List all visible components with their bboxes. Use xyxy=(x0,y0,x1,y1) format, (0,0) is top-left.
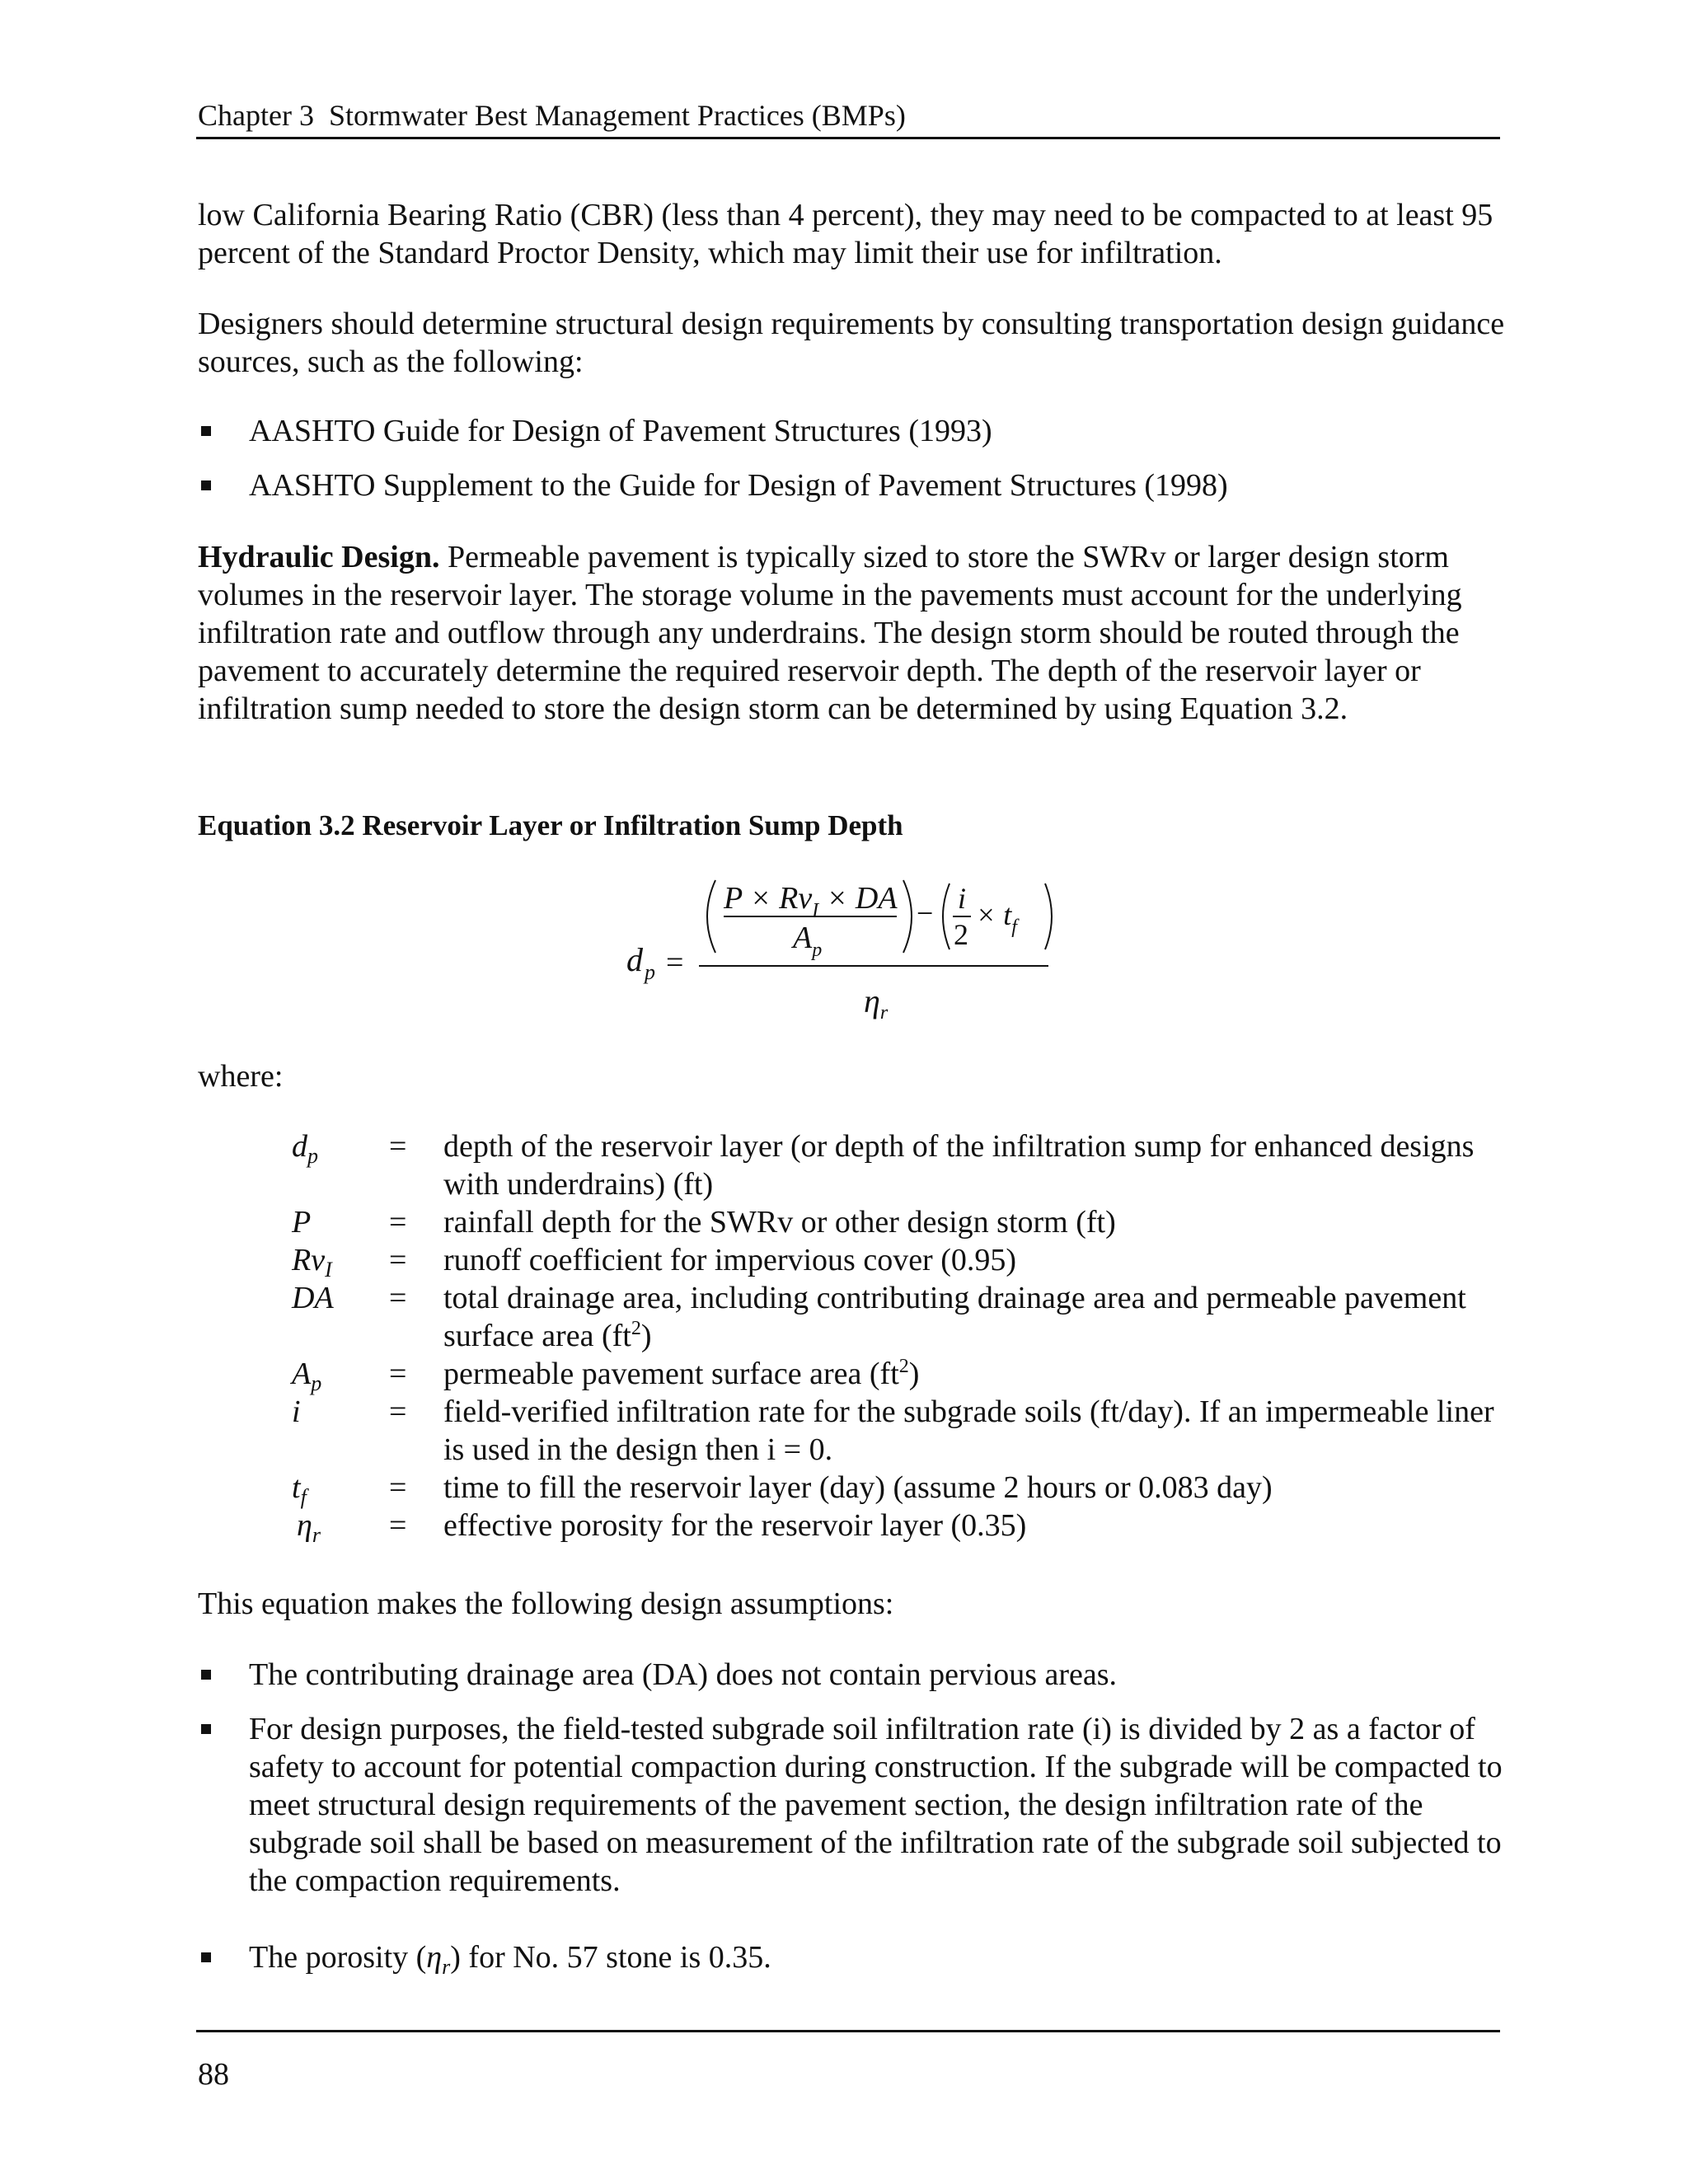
definition-equals: = xyxy=(389,1243,407,1277)
svg-text:× tf xyxy=(976,898,1020,938)
assumption-bullet-text: The porosity $(\eta_r)$ for No. 57 stone is 0.35. xyxy=(249,1940,771,1979)
definition-row xyxy=(292,1355,1512,1393)
square-bullet-icon xyxy=(201,1670,211,1680)
definition-text: runoff coefficient for impervious cover (0.95) xyxy=(443,1243,1017,1277)
eq-paren-right-2 xyxy=(1045,883,1052,949)
footer-rule xyxy=(196,2030,1500,2032)
running-header xyxy=(198,97,906,134)
definition-text: permeable pavement surface area $(ft^2)$ xyxy=(443,1356,920,1391)
assumption-bullet-text: The contributing drainage area (DA) does not contain pervious areas. xyxy=(249,1657,1118,1692)
paragraph-hydraulic-design xyxy=(198,538,1508,728)
definition-symbol: $\eta_r$ xyxy=(297,1508,321,1547)
definition-text: rainfall depth for the SWRv or other design storm (ft) xyxy=(443,1205,1116,1240)
eq-term2-times: × t xyxy=(976,898,1012,931)
definition-text: total drainage area, including contributing drainage area and permeable pavement surface area $(ft^2)$ xyxy=(443,1281,1466,1353)
svg-text:Ap xyxy=(790,921,822,961)
chapter-label: Chapter 3 xyxy=(198,99,314,132)
definition-row xyxy=(292,1241,1512,1282)
definition-symbol: DA xyxy=(292,1281,334,1315)
eq-paren-right-1 xyxy=(903,880,912,953)
definition-equals: = xyxy=(389,1205,407,1240)
eq-lhs: d xyxy=(626,941,643,978)
definition-equals: = xyxy=(389,1129,407,1164)
eq-denominator: η xyxy=(864,982,880,1019)
square-bullet-icon xyxy=(201,1724,211,1734)
square-bullet-icon xyxy=(201,480,211,490)
definition-symbol: P xyxy=(292,1205,312,1240)
definition-row xyxy=(292,1279,1512,1355)
definition-symbol: $d_p$ xyxy=(292,1129,318,1168)
svg-text:dp xyxy=(626,941,655,984)
paragraph-assumptions-intro: This equation makes the following design assumptions: xyxy=(198,1586,894,1621)
hydraulic-heading: Hydraulic Design. xyxy=(198,540,440,574)
definition-text: effective porosity for the reservoir layer (0.35) xyxy=(443,1508,1027,1543)
eq-term2-numerator: i xyxy=(958,882,967,915)
eq-minus: − xyxy=(917,897,934,930)
definition-equals: = xyxy=(389,1357,407,1391)
guidance-bullet-text: AASHTO Supplement to the Guide for Design of Pavement Structures (1998) xyxy=(249,468,1228,503)
eq-term1-numerator-sub: I xyxy=(812,900,819,921)
definition-text: field-verified infiltration rate for the subgrade soils (ft/day). If an impermeable liner is used in the design then i = 0. xyxy=(443,1394,1494,1467)
eq-term1-numerator: P × Rv xyxy=(724,881,813,916)
definition-equals: = xyxy=(389,1281,407,1315)
definition-equals: = xyxy=(389,1470,407,1505)
definition-equals: = xyxy=(389,1508,407,1543)
eq-lhs-sub: p xyxy=(645,960,655,984)
svg-text:ηr xyxy=(864,982,889,1024)
definition-row xyxy=(292,1393,1512,1469)
definition-row xyxy=(292,1507,1512,1547)
square-bullet-icon xyxy=(201,426,211,436)
equation-3-2 xyxy=(610,865,1104,1030)
eq-term1-numerator-tail: × DA xyxy=(818,881,898,916)
definition-equals: = xyxy=(389,1394,407,1429)
definition-symbol: $t_f$ xyxy=(292,1470,307,1509)
eq-term1-denominator-sub: p xyxy=(812,940,823,961)
definition-row xyxy=(292,1203,1512,1241)
equation-graphic xyxy=(610,865,1104,1030)
definition-row xyxy=(292,1469,1512,1507)
page-number: 88 xyxy=(198,2057,229,2092)
equation-caption: Equation 3.2 Reservoir Layer or Infiltration Sump Depth xyxy=(198,809,903,841)
definition-symbol: $Rv_I$ xyxy=(292,1243,332,1282)
definition-symbol: $A_p$ xyxy=(292,1357,322,1395)
header-rule xyxy=(196,137,1500,139)
chapter-title: Stormwater Best Management Practices (BMPs) xyxy=(328,99,906,132)
paragraph-cbr: low California Bearing Ratio (CBR) (less than 4 percent), they may need to be compacted to at least 95 percent of the Standard Proctor Density, which may limit their use for infiltration. xyxy=(198,198,1493,270)
definition-row xyxy=(292,1127,1512,1203)
guidance-bullet-text: AASHTO Guide for Design of Pavement Structures (1993) xyxy=(249,414,992,448)
svg-text:P × RvI × DA xyxy=(723,881,898,921)
eq-term1-denominator: A xyxy=(793,921,813,955)
eq-denominator-sub: r xyxy=(879,1002,889,1024)
eq-paren-left-2 xyxy=(943,883,950,949)
definition-text: time to fill the reservoir layer (day) (assume 2 hours or 0.083 day) xyxy=(443,1470,1273,1505)
eq-paren-left-1 xyxy=(707,880,715,953)
definition-text: depth of the reservoir layer (or depth of the infiltration sump for enhanced designs with underdrains) (ft) xyxy=(443,1129,1475,1202)
square-bullet-icon xyxy=(201,1952,211,1962)
where-label: where: xyxy=(198,1059,284,1094)
definition-symbol: i xyxy=(292,1394,301,1429)
assumption-bullet-text: For design purposes, the field-tested subgrade soil infiltration rate (i) is divided by 2 as a factor of safety to account for potential compaction during construction. If the subgrade will be compacted to meet structural design requirements of the pavement section, the design infiltration rate of the subgrade soil shall be based on measurement of the infiltration rate of the subgrade soil subjected to the compaction requirements. xyxy=(249,1712,1503,1898)
hydraulic-text: Permeable pavement is typically sized to store the SWRv or larger design storm volumes in the reservoir layer. The storage volume in the pavements must account for the underlying infiltration rate and outflow through any underdrains. The design storm should be routed through the pavement to accurately determine the required reservoir depth. The depth of the reservoir layer or infiltration sump needed to store the design storm can be determined by using Equation 3.2. xyxy=(198,540,1462,726)
eq-term2-times-sub: f xyxy=(1011,916,1017,938)
eq-term2-denominator: 2 xyxy=(954,918,968,951)
eq-equals: = xyxy=(666,945,684,980)
variable-definitions xyxy=(292,1127,1512,1547)
paragraph-designers: Designers should determine structural design requirements by consulting transportation design guidance sources, such as the following: xyxy=(198,307,1505,379)
